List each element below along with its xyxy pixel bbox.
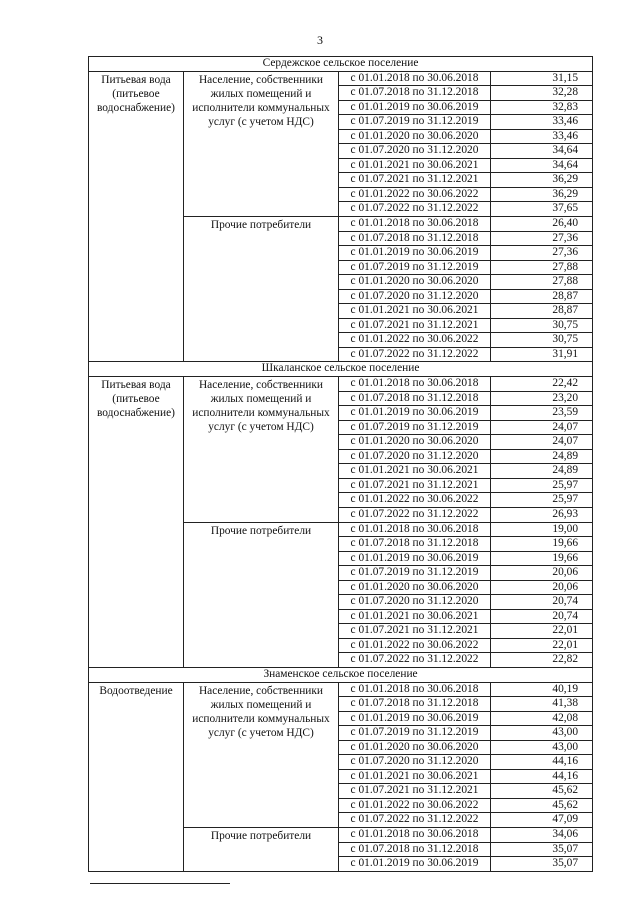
tariff-cell: 31,15 xyxy=(491,71,593,86)
period-cell: с 01.07.2018 по 31.12.2018 xyxy=(339,86,491,101)
tariff-cell: 26,40 xyxy=(491,217,593,232)
period-cell: с 01.07.2019 по 31.12.2019 xyxy=(339,566,491,581)
period-cell: с 01.01.2022 по 30.06.2022 xyxy=(339,493,491,508)
tariff-cell: 19,66 xyxy=(491,537,593,552)
tariff-cell: 28,87 xyxy=(491,304,593,319)
tariff-cell: 32,28 xyxy=(491,86,593,101)
tariff-cell: 44,16 xyxy=(491,755,593,770)
period-cell: с 01.01.2018 по 30.06.2018 xyxy=(339,827,491,842)
tariff-cell: 23,59 xyxy=(491,406,593,421)
section-header-row xyxy=(89,362,593,377)
tariff-cell: 34,64 xyxy=(491,158,593,173)
tariff-cell: 44,16 xyxy=(491,769,593,784)
period-cell: с 01.01.2019 по 30.06.2019 xyxy=(339,100,491,115)
tariff-cell: 45,62 xyxy=(491,798,593,813)
period-cell: с 01.07.2019 по 31.12.2019 xyxy=(339,420,491,435)
consumer-group-cell: Население, собственники жилых помещений и исполнители коммунальных услуг (с учетом НДС) xyxy=(184,71,339,216)
period-cell: с 01.07.2019 по 31.12.2019 xyxy=(339,115,491,130)
service-cell: Питьевая вода (питьевое водоснабжение) xyxy=(89,377,184,668)
period-cell: с 01.07.2020 по 31.12.2020 xyxy=(339,289,491,304)
tariff-cell: 26,93 xyxy=(491,507,593,522)
period-cell: с 01.01.2018 по 30.06.2018 xyxy=(339,682,491,697)
period-cell: с 01.01.2020 по 30.06.2020 xyxy=(339,275,491,290)
tariff-cell: 24,89 xyxy=(491,464,593,479)
tariff-cell: 42,08 xyxy=(491,711,593,726)
service-cell: Водоотведение xyxy=(89,682,184,871)
period-cell: с 01.01.2020 по 30.06.2020 xyxy=(339,435,491,450)
tariff-cell: 27,36 xyxy=(491,231,593,246)
tariff-cell: 43,00 xyxy=(491,740,593,755)
table-row xyxy=(89,71,593,86)
period-cell: с 01.01.2018 по 30.06.2018 xyxy=(339,522,491,537)
tariff-cell: 23,20 xyxy=(491,391,593,406)
tariff-cell: 30,75 xyxy=(491,333,593,348)
tariff-cell: 25,97 xyxy=(491,493,593,508)
period-cell: с 01.07.2018 по 31.12.2018 xyxy=(339,842,491,857)
period-cell: с 01.07.2021 по 31.12.2021 xyxy=(339,624,491,639)
tariff-cell: 35,07 xyxy=(491,857,593,872)
period-cell: с 01.01.2021 по 30.06.2021 xyxy=(339,304,491,319)
period-cell: с 01.07.2020 по 31.12.2020 xyxy=(339,144,491,159)
consumer-group-cell: Прочие потребители xyxy=(184,217,339,362)
tariff-cell: 19,66 xyxy=(491,551,593,566)
tariff-cell: 20,74 xyxy=(491,609,593,624)
tariff-cell: 47,09 xyxy=(491,813,593,828)
period-cell: с 01.07.2022 по 31.12.2022 xyxy=(339,653,491,668)
period-cell: с 01.07.2021 по 31.12.2021 xyxy=(339,173,491,188)
period-cell: с 01.01.2020 по 30.06.2020 xyxy=(339,129,491,144)
period-cell: с 01.07.2022 по 31.12.2022 xyxy=(339,347,491,362)
tariff-cell: 27,88 xyxy=(491,275,593,290)
period-cell: с 01.07.2021 по 31.12.2021 xyxy=(339,784,491,799)
tariff-cell: 41,38 xyxy=(491,697,593,712)
tariff-cell: 37,65 xyxy=(491,202,593,217)
period-cell: с 01.01.2021 по 30.06.2021 xyxy=(339,464,491,479)
tariff-cell: 19,00 xyxy=(491,522,593,537)
tariff-cell: 36,29 xyxy=(491,173,593,188)
period-cell: с 01.01.2021 по 30.06.2021 xyxy=(339,769,491,784)
tariff-cell: 33,46 xyxy=(491,129,593,144)
tariff-cell: 27,88 xyxy=(491,260,593,275)
tariff-cell: 28,87 xyxy=(491,289,593,304)
tariff-cell: 27,36 xyxy=(491,246,593,261)
period-cell: с 01.01.2020 по 30.06.2020 xyxy=(339,740,491,755)
table-row xyxy=(89,377,593,392)
tariff-cell: 20,06 xyxy=(491,580,593,595)
period-cell: с 01.07.2018 по 31.12.2018 xyxy=(339,697,491,712)
consumer-group-cell: Прочие потребители xyxy=(184,827,339,871)
period-cell: с 01.07.2019 по 31.12.2019 xyxy=(339,260,491,275)
section-header-row xyxy=(89,667,593,682)
section-title: Знаменское сельское поселение xyxy=(89,667,593,682)
service-cell: Питьевая вода (питьевое водоснабжение) xyxy=(89,71,184,362)
tariff-cell: 31,91 xyxy=(491,347,593,362)
tariff-cell: 24,07 xyxy=(491,435,593,450)
tariff-cell: 22,82 xyxy=(491,653,593,668)
tariff-cell: 22,01 xyxy=(491,638,593,653)
period-cell: с 01.01.2018 по 30.06.2018 xyxy=(339,377,491,392)
period-cell: с 01.07.2018 по 31.12.2018 xyxy=(339,231,491,246)
tariff-table xyxy=(88,56,593,872)
tariff-cell: 36,29 xyxy=(491,187,593,202)
period-cell: с 01.07.2019 по 31.12.2019 xyxy=(339,726,491,741)
tariff-cell: 45,62 xyxy=(491,784,593,799)
tariff-cell: 34,06 xyxy=(491,827,593,842)
page-number: 3 xyxy=(317,33,323,47)
period-cell: с 01.01.2019 по 30.06.2019 xyxy=(339,246,491,261)
footnote-divider xyxy=(90,883,230,884)
period-cell: с 01.01.2019 по 30.06.2019 xyxy=(339,857,491,872)
tariff-cell: 34,64 xyxy=(491,144,593,159)
tariff-cell: 22,42 xyxy=(491,377,593,392)
period-cell: с 01.01.2018 по 30.06.2018 xyxy=(339,217,491,232)
tariff-cell: 25,97 xyxy=(491,478,593,493)
tariff-cell: 24,89 xyxy=(491,449,593,464)
period-cell: с 01.01.2019 по 30.06.2019 xyxy=(339,551,491,566)
period-cell: с 01.01.2022 по 30.06.2022 xyxy=(339,638,491,653)
period-cell: с 01.01.2019 по 30.06.2019 xyxy=(339,406,491,421)
consumer-group-cell: Прочие потребители xyxy=(184,522,339,667)
tariff-cell: 35,07 xyxy=(491,842,593,857)
period-cell: с 01.01.2021 по 30.06.2021 xyxy=(339,609,491,624)
period-cell: с 01.07.2021 по 31.12.2021 xyxy=(339,318,491,333)
tariff-cell: 20,74 xyxy=(491,595,593,610)
period-cell: с 01.01.2020 по 30.06.2020 xyxy=(339,580,491,595)
section-header-row xyxy=(89,57,593,72)
period-cell: с 01.07.2020 по 31.12.2020 xyxy=(339,755,491,770)
period-cell: с 01.01.2021 по 30.06.2021 xyxy=(339,158,491,173)
tariff-cell: 43,00 xyxy=(491,726,593,741)
tariff-cell: 33,46 xyxy=(491,115,593,130)
consumer-group-cell: Население, собственники жилых помещений и исполнители коммунальных услуг (с учетом НДС) xyxy=(184,682,339,827)
period-cell: с 01.01.2022 по 30.06.2022 xyxy=(339,798,491,813)
tariff-cell: 20,06 xyxy=(491,566,593,581)
tariff-cell: 30,75 xyxy=(491,318,593,333)
period-cell: с 01.07.2018 по 31.12.2018 xyxy=(339,391,491,406)
tariff-cell: 32,83 xyxy=(491,100,593,115)
period-cell: с 01.01.2018 по 30.06.2018 xyxy=(339,71,491,86)
section-title: Сердежское сельское поселение xyxy=(89,57,593,72)
tariff-cell: 40,19 xyxy=(491,682,593,697)
period-cell: с 01.07.2020 по 31.12.2020 xyxy=(339,449,491,464)
table-row xyxy=(89,682,593,697)
period-cell: с 01.01.2022 по 30.06.2022 xyxy=(339,187,491,202)
tariff-cell: 24,07 xyxy=(491,420,593,435)
period-cell: с 01.01.2022 по 30.06.2022 xyxy=(339,333,491,348)
period-cell: с 01.07.2018 по 31.12.2018 xyxy=(339,537,491,552)
period-cell: с 01.07.2022 по 31.12.2022 xyxy=(339,813,491,828)
consumer-group-cell: Население, собственники жилых помещений и исполнители коммунальных услуг (с учетом НДС) xyxy=(184,377,339,522)
period-cell: с 01.07.2020 по 31.12.2020 xyxy=(339,595,491,610)
period-cell: с 01.01.2019 по 30.06.2019 xyxy=(339,711,491,726)
period-cell: с 01.07.2022 по 31.12.2022 xyxy=(339,507,491,522)
period-cell: с 01.07.2022 по 31.12.2022 xyxy=(339,202,491,217)
tariff-table-body xyxy=(89,57,593,872)
tariff-cell: 22,01 xyxy=(491,624,593,639)
period-cell: с 01.07.2021 по 31.12.2021 xyxy=(339,478,491,493)
section-title: Шкаланское сельское поселение xyxy=(89,362,593,377)
